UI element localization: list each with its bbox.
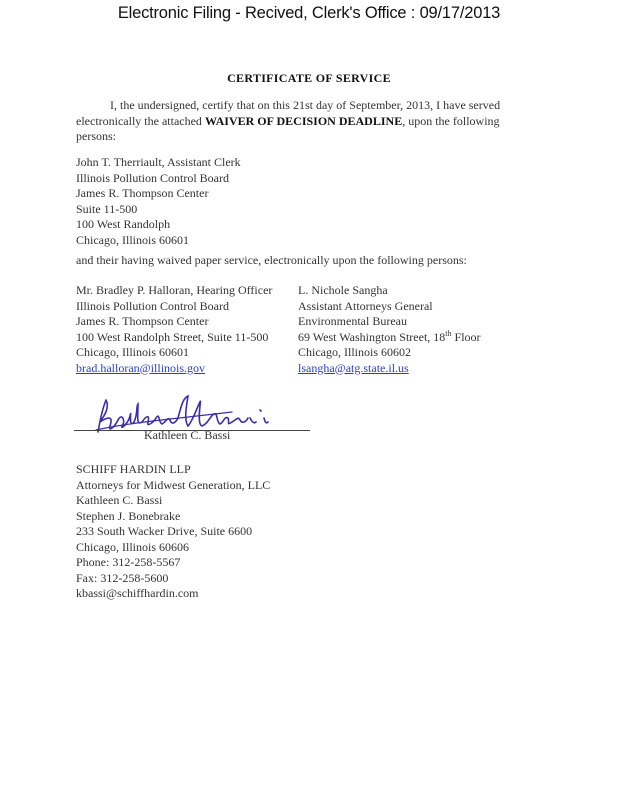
recipient-address xyxy=(76,155,241,248)
firm-line: Chicago, Illinois 60606 xyxy=(76,539,189,554)
attorney-general-contact xyxy=(298,283,481,376)
contact-line: Illinois Pollution Control Board xyxy=(76,298,230,313)
firm-line: Stephen J. Bonebrake xyxy=(76,508,181,523)
intro-text-after: , upon the following persons: xyxy=(76,113,500,143)
firm-email: kbassi@schiffhardin.com xyxy=(76,586,199,600)
contact-name: L. Nichole Sangha xyxy=(298,283,388,297)
intro-paragraph xyxy=(76,98,516,145)
contact-title: Assistant Attorneys General xyxy=(298,298,433,313)
firm-line: Attorneys for Midwest Generation, LLC xyxy=(76,477,271,492)
filing-stamp-header: Electronic Filing - Recived, Clerk's Office : 09/17/2013 xyxy=(117,4,501,22)
recipient-line: Chicago, Illinois 60601 xyxy=(76,232,189,247)
waived-service-text: and their having waived paper service, electronically upon the following persons: xyxy=(76,253,467,267)
firm-line: Kathleen C. Bassi xyxy=(76,493,163,507)
firm-line: 233 South Wacker Drive, Suite 6600 xyxy=(76,524,253,538)
document-title: CERTIFICATE OF SERVICE xyxy=(227,71,391,85)
hearing-officer-email-link[interactable]: brad.halloran@illinois.gov xyxy=(76,360,206,375)
contact-street: 69 West Washington Street, 18th Floor xyxy=(298,328,481,344)
recipient-line: 100 West Randolph xyxy=(76,217,171,231)
firm-line: Phone: 312-258-5567 xyxy=(76,555,181,569)
firm-line: Fax: 312-258-5600 xyxy=(76,570,169,585)
document-name: WAIVER OF DECISION DEADLINE xyxy=(204,113,403,128)
intro-text-before: I, the undersigned, certify that on this 21st day of September, 2013, I have served electronically the attached xyxy=(76,98,501,128)
recipient-line: Suite 11-500 xyxy=(76,201,138,216)
recipient-line: Illinois Pollution Control Board xyxy=(76,170,230,185)
contact-city: Chicago, Illinois 60602 xyxy=(298,345,411,359)
firm-signature-block xyxy=(76,462,270,602)
firm-line: SCHIFF HARDIN LLP xyxy=(76,462,191,476)
contact-line: Mr. Bradley P. Halloran, Hearing Officer xyxy=(76,283,273,297)
contact-line: James R. Thompson Center xyxy=(76,314,209,328)
contact-bureau: Environmental Bureau xyxy=(298,314,407,328)
recipient-line: James R. Thompson Center xyxy=(76,186,209,200)
contact-line: Chicago, Illinois 60601 xyxy=(76,345,189,359)
hearing-officer-contact xyxy=(76,283,272,376)
recipient-line: John T. Therriault, Assistant Clerk xyxy=(76,155,241,169)
signatory-name: Kathleen C. Bassi xyxy=(144,428,231,442)
attorney-general-email-link[interactable]: lsangha@atg.state.il.us xyxy=(298,360,409,375)
contact-line: 100 West Randolph Street, Suite 11-500 xyxy=(76,329,269,344)
